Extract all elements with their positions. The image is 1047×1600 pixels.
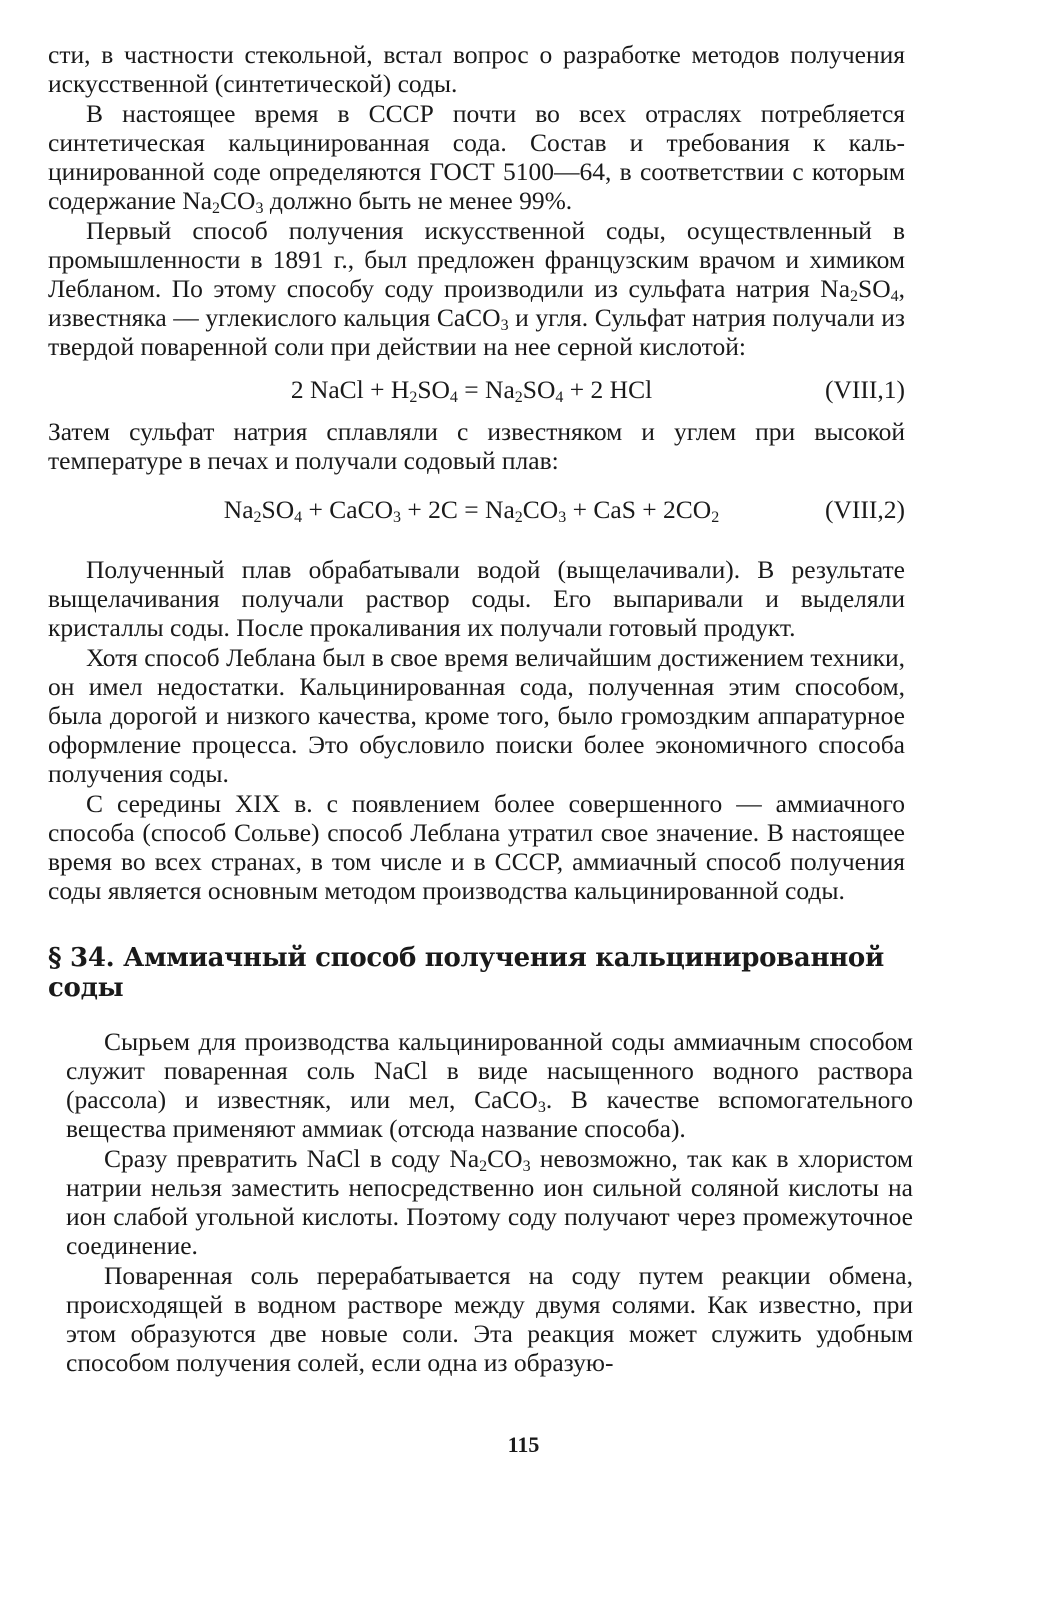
- subscript: 2: [253, 509, 262, 526]
- paragraph-solvay: С середины XIX в. с появлением более совершенного — аммиачного способа (способ Сольве) способ Леблана утратил свое значение. В настоящее время во всех странах, в том числе и в СССР, аммиачный способ получения соды является основным методом производства кальцинированной соды.: [48, 789, 905, 905]
- equation-number: (VIII,2): [825, 495, 905, 524]
- paragraph-fusion: Затем сульфат натрия сплавляли с известняком и углем при высокой температуре в печах и получали содовый плав:: [48, 417, 905, 475]
- paragraph-intermediate: Сразу превратить NaCl в соду $Na_2CO_3$ невозможно, так как в хлористом натрии нельзя заместить непосредственно ион сильной соляной кислоты на ион слабой угольной кислоты. Поэтому соду получают через промежуточное соединение.: [66, 1144, 913, 1260]
- paragraph-exchange-reaction: Поваренная соль перерабатывается на соду путем реакции обмена, происходящей в водном растворе между двумя солями. Как известно, при этом образуются две новые соли. Эта реакция может служить удобным способом получения солей, если одна из образую-: [66, 1261, 913, 1377]
- paragraph-gost: В настоящее время в СССР почти во всех отраслях потребляется синтетическая кальцинированная сода. Состав и требования к кальцинированной соде определяются ГОСТ 5100—64, в соответствии с которым содержание $Na_2CO_3$ должно быть не менее 99%.: [48, 99, 905, 217]
- subscript: 2: [514, 509, 523, 526]
- subscript: 4: [555, 389, 564, 406]
- equation-formula: 2 NaCl + $H_2SO_4 = Na_2SO_4 + 2$ HCl: [290, 375, 653, 406]
- subscript: 3: [537, 1099, 546, 1116]
- subscript: 3: [522, 1158, 531, 1175]
- subscript: 4: [890, 288, 899, 305]
- section-text-block: [48, 1027, 913, 1377]
- subscript: 2: [514, 389, 523, 406]
- paragraph-continuation: сти, в частности стекольной, встал вопрос о разработке методов получения искусственной (синтетической) соды.: [48, 40, 905, 98]
- subscript: 3: [393, 509, 402, 526]
- subscript: 2: [711, 509, 720, 526]
- paragraph-drawbacks: Хотя способ Леблана был в свое время величайшим достижением техники, он имел недостатки. Кальцинированная сода, полученная этим способом, была дорогой и низкого качества, кроме того, было громоздким аппаратурное оформление процесса. Это обусловило поиски более экономичного способа получения соды.: [48, 643, 905, 788]
- subscript: 2: [850, 288, 859, 305]
- top-text-block: [48, 40, 905, 361]
- paragraph-leaching: Полученный плав обрабатывали водой (выщелачивали). В результате выщелачивания получали раствор соды. Его выпаривали и выделяли кристаллы соды. После прокаливания их получали готовый продукт.: [48, 555, 905, 642]
- equation-viii-2: [48, 495, 905, 525]
- subscript: 4: [449, 389, 458, 406]
- subscript: 3: [500, 317, 509, 334]
- subscript: 2: [409, 389, 418, 406]
- equation-number: (VIII,1): [825, 375, 905, 404]
- paragraph-leblanc: Первый способ получения искусственной соды, осуществленный в промышленности в 1891 г., был предложен французским врачом и химиком Лебланом. По этому способу соду производили из сульфата натрия $Na_2SO_4$, известняка — углекислого кальция CaCO$_3$ и угля. Сульфат натрия получали из твердой поваренной соли при действии на нее серной кислотой:: [48, 216, 905, 361]
- paragraph-raw-materials: Сырьем для производства кальцинированной соды аммиачным способом служит поваренная соль NaCl в виде насыщенного водного раствора (рассола) и известняк, или мел, CaCO$_3$. В качестве вспомогательного вещества применяют аммиак (отсюда название способа).: [66, 1027, 913, 1143]
- subscript: 3: [255, 200, 264, 217]
- subscript: 3: [558, 509, 567, 526]
- equation-formula: $Na_2SO_4$ + CaCO$_3$ + $2C = Na_2CO_3$ + CaS + $2CO_2$: [223, 495, 720, 526]
- section-heading: § 34. Аммиачный способ получения кальцинированной соды: [48, 943, 884, 1003]
- subscript: 4: [294, 509, 303, 526]
- page-number: 115: [507, 1432, 540, 1457]
- subscript: 2: [212, 200, 221, 217]
- subscript: 2: [479, 1158, 488, 1175]
- middle-text-block: [48, 555, 905, 905]
- equation-viii-1: [48, 375, 905, 405]
